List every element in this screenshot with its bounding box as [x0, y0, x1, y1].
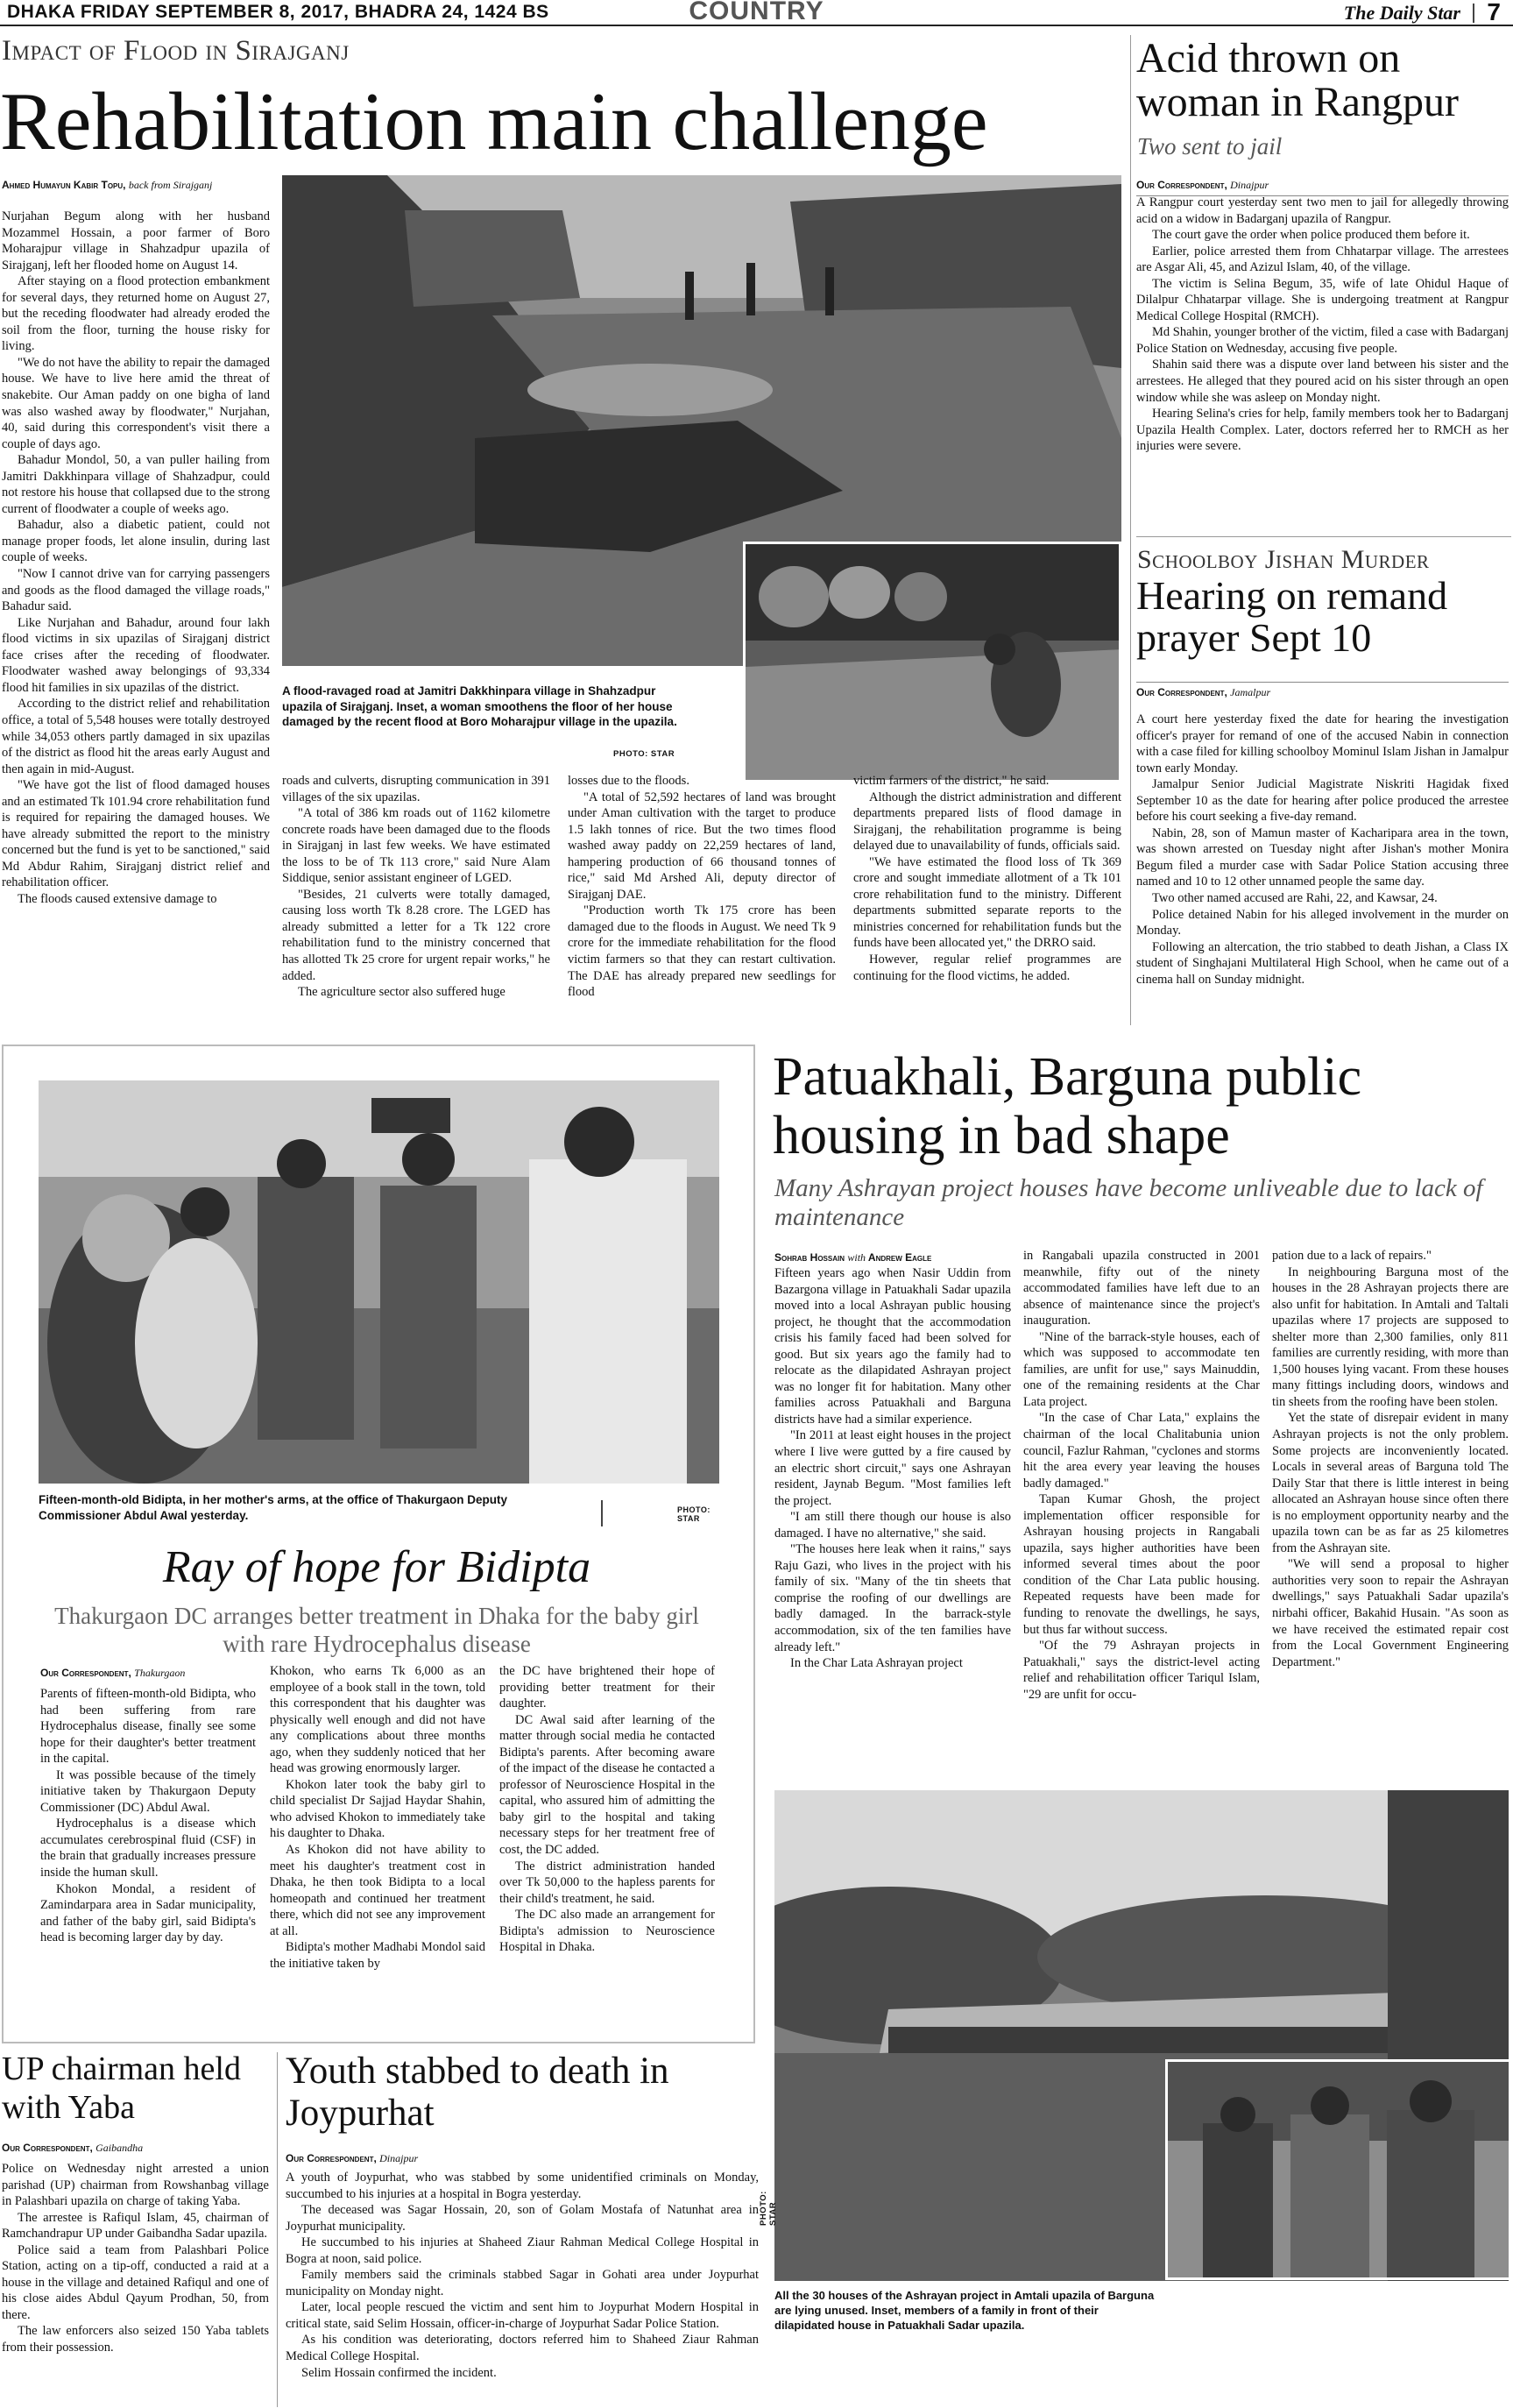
youth-body	[286, 2170, 759, 2381]
up-body	[2, 2161, 269, 2356]
paragraph: "Now I cannot drive van for carrying passengers and goods as the flood damaged the village roads," Bahadur said.	[2, 567, 270, 614]
paragraph: "A total of 386 km roads out of 1162 kilometre concrete roads have been damaged due to the floods in Sirajganj in last few weeks. We have estimated the loss to be of Tk 113 crore," said Nure Alam Siddique, senior assistant engineer of LGED.	[282, 806, 550, 886]
caption-divider	[601, 1500, 603, 1526]
paragraph: Jamalpur Senior Judicial Magistrate Niskriti Hagidak fixed September 10 as the date for hearing after police produced the arrestee before his court seeking a five-day remand.	[1136, 777, 1509, 825]
up-headline: UP chairman held with Yaba	[2, 2050, 241, 2126]
acid-subhead: Two sent to jail	[1137, 133, 1283, 159]
paragraph: The arrestee is Rafiqul Islam, 45, chairman of Ramchandrapur UP under Gaibandha Sadar upazila.	[2, 2210, 269, 2242]
paragraph: Like Nurjahan and Bahadur, around four lakh flood victims in six upazilas of Sirajganj district face crises after the receding of floodwater. Floodwater washed away belongings of 93,334 flood hit families in six upazilas of the district.	[2, 615, 270, 695]
section-title: COUNTRY	[689, 0, 824, 25]
column-rule	[1130, 35, 1131, 1025]
paragraph: A court here yesterday fixed the date for hearing the investigation officer's prayer for remand of one of the accused Nabin in connection with a case filed for killing schoolboy Mominul Islam Jishan in Jamalpur town early Monday.	[1136, 712, 1509, 776]
paragraph: The DC also made an arrangement for Bidipta's admission to Neuroscience Hospital in Dhaka.	[499, 1908, 715, 1955]
paragraph: Selim Hossain confirmed the incident.	[301, 2365, 497, 2380]
flood-photo-caption: A flood-ravaged road at Jamitri Dakkhinpara village in Shahzadpur upazila of Sirajganj. Inset, a woman smoothens the floor of her house damaged by the recent flood at Boro Moharajpur village in the upazila.	[282, 684, 677, 729]
bidipta-photo	[39, 1080, 719, 1484]
paragraph: roads and culverts, disrupting communication in 391 villages of the six upazilas.	[282, 774, 550, 804]
page-number: 7	[1487, 0, 1501, 25]
paragraph: "In the case of Char Lata," explains the chairman of the local Chalitabunia union council, Fazlur Rahman, "cyclones and storms hit the area every year leaving the houses badly damaged."	[1023, 1411, 1260, 1491]
jishan-headline: Hearing on remand prayer Sept 10	[1136, 573, 1448, 661]
paragraph: "We do not have the ability to repair the damaged house. We have to live here amid the threat of snakebite. Our Aman paddy on one bigha of land was also washed away by floodwater," Nurjahan, 40, said during this correspondent's visit there a couple of days ago.	[2, 355, 270, 451]
paragraph: Khokon later took the baby girl to child specialist Dr Sajjad Haydar Shahin, who advised Khokon to immediately take his daughter to Dhaka.	[270, 1777, 485, 1841]
jishan-body	[1136, 712, 1509, 988]
paragraph: Fifteen years ago when Nasir Uddin from Bazargona village in Patuakhali Sadar upazila moved into a local Ashrayan public housing project, he thought that the accommodation crisis his family faced had been solved for good. But six years ago the family had to relocate as the dilapidated Ashrayan project was no longer fit for habitation. Many other families across Patuakhali and Barguna districts have had a similar experience.	[774, 1266, 1011, 1427]
bidipta-col-3	[499, 1663, 715, 1956]
housing-subhead: Many Ashrayan project houses have become unliveable due to lack of maintenance	[774, 1174, 1483, 1232]
paragraph: The deceased was Sagar Hossain, 20, son of Golam Mostafa of Natunhat area in Joypurhat municipality.	[286, 2203, 759, 2234]
paragraph: "Nine of the barrack-style houses, each of which was supposed to accommodate ten families, are unfit for use," says Mainuddin, one of the remaining residents at the Char Lata project.	[1023, 1329, 1260, 1409]
paragraph: "Of the 79 Ashrayan projects in Patuakhali," says the district-level acting relief and rehabilitation officer Tariqul Islam, "29 are unfit for occu-	[1023, 1639, 1260, 1702]
paragraph: The victim is Selina Begum, 35, wife of late Ohidul Haque of Dilalpur Chhatarpar village. She is undergoing treatment at Rangpur Medical College Hospital (RMCH).	[1136, 276, 1509, 323]
paragraph: Earlier, police arrested them from Chhatarpar village. The arrestees are Asgar Ali, 45, and Azizul Islam, 40, of the village.	[1136, 244, 1509, 275]
bidipta-col-2	[270, 1663, 485, 1972]
paragraph: the DC have brightened their hope of providing better treatment for their daughter.	[499, 1664, 715, 1711]
paragraph: Khokon Mondal, a resident of Zamindarpara area in Sadar municipality, and father of the baby girl, said Bidipta's head is becoming larger day by day.	[40, 1881, 256, 1945]
bidipta-col-1	[40, 1686, 256, 1946]
acid-body	[1136, 195, 1509, 455]
paragraph: Police on Wednesday night arrested a union parishad (UP) chairman from Rowshanbag village in Palashbari upazila on charge of taking Yaba.	[2, 2162, 269, 2209]
paragraph: Yet the state of disrepair evident in many Ashrayan projects is not the only problem. Some projects are inconveniently located. Locals in several areas of Barguna told The Daily Star that there is little interest in being allocated an Ashrayan house since often there is no employment opportunity nearby and the upazila town can be as far as 25 kilometres from the Ashrayan site.	[1272, 1411, 1509, 1555]
paragraph: In neighbouring Barguna most of the houses in the 28 Ashrayan projects there are also unfit for habitation. In Amtali and Taltali upazilas where 17 projects are supposed to shelter more than 2,300 families, only 811 families are currently residing, with more than 1,500 houses lying vacant. From these houses many fittings including doors, windows and tin sheets from the roofing have been stolen.	[1272, 1264, 1509, 1409]
paragraph: DC Awal said after learning of the matter through social media he contacted Bidipta's parents. After becoming aware of the impact of the disease he contacted a professor of Neuroscience Hospital in the capital, who assured him of admitting the baby girl to the hospital and taking necessary steps for her treatment free of cost, the DC added.	[499, 1712, 715, 1858]
youth-byline: Our Correspondent, Dinajpur	[286, 2152, 419, 2164]
paragraph: The district administration handed over Tk 50,000 to the hapless parents for their child's treatment, he said.	[499, 1859, 715, 1906]
paragraph: Md Shahin, younger brother of the victim, filed a case with Badarganj Police Station on Wednesday, accusing five people.	[1136, 325, 1509, 356]
paragraph: Bahadur, also a diabetic patient, could not manage proper foods, let alone insulin, during last couple of weeks.	[2, 518, 270, 565]
housing-photo-caption: All the 30 houses of the Ashrayan project in Amtali upazila of Barguna are lying unused. Inset, members of a family in front of their dilapidated house in Patuakhali Sadar upazila.	[774, 2289, 1155, 2332]
bidipta-photo-credit: PHOTO: STAR	[677, 1505, 711, 1523]
paragraph: A Rangpur court yesterday sent two men to jail for allegedly throwing acid on a widow in Badarganj upazila of Rangpur.	[1136, 195, 1509, 226]
jishan-kicker: Schoolboy Jishan Murder	[1137, 545, 1430, 574]
up-byline: Our Correspondent, Gaibandha	[2, 2142, 144, 2154]
bidipta-caption: Fifteen-month-old Bidipta, in her mother's arms, at the office of Thakurgaon Deputy Commissioner Abdul Awal yesterday.	[39, 1493, 507, 1522]
paragraph: The agriculture sector also suffered huge	[298, 985, 506, 1000]
paragraph: A youth of Joypurhat, who was stabbed by some unidentified criminals on Monday, succumbed to his injuries at a hospital in Bogra yesterday.	[286, 2171, 759, 2201]
paragraph: "I am still there though our house is also damaged. I have no alternative," she said.	[774, 1510, 1011, 1540]
paragraph: However, regular relief programmes are continuing for the flood victims, he added.	[853, 953, 1121, 983]
flood-col-1	[2, 209, 270, 908]
paragraph: Khokon, who earns Tk 6,000 as an employee of a book stall in the town, told this correspondent that his daughter was physically well enough and did not have any complications about three months ago, when they suddenly noticed that her head was growing enormously larger.	[270, 1664, 485, 1776]
paragraph: "The houses here leak when it rains," says Raju Gazi, who lives in the project with his family of six. "Many of the tin sheets that comprise the roofing of our dwellings are badly damaged. In the barrack-style accommodation, six of the ten families have already left."	[774, 1542, 1011, 1654]
paragraph: Nurjahan Begum along with her husband Mozammel Hossain, a poor farmer of Boro Moharajpur village in Shahzadpur upazila of Sirajganj, left her flooded home on August 14.	[2, 209, 270, 273]
housing-col-3	[1272, 1248, 1509, 1670]
paragraph: In the Char Lata Ashrayan project	[790, 1656, 963, 1671]
up-youth-rule	[277, 2052, 278, 2407]
paragraph: Parents of fifteen-month-old Bidipta, who had been suffering from rare Hydrocephalus disease, finally see some hope for their daughter's better treatment in the capital.	[40, 1687, 256, 1767]
flood-col-4	[853, 773, 1121, 984]
paragraph: in Rangabali upazila constructed in 2001 meanwhile, fifty out of the ninety accommodated families have left due to an absence of maintenance since the project's inauguration.	[1023, 1249, 1260, 1328]
paragraph: Family members said the criminals stabbed Sagar in Gohati area under Joypurhat municipality on Monday night.	[286, 2268, 759, 2298]
paragraph: Later, local people rescued the victim and sent him to Joypurhat Modern Hospital in critical state, said Selim Hossain, officer-in-charge of Joypurhat Sadar Police Station.	[286, 2300, 759, 2331]
paragraph: Police said a team from Palashbari Police Station, acting on a tip-off, conducted a raid at a house in the village and detained Rafiqul and one of his close aides Abdul Qayum Prodhan, 50, from there.	[2, 2242, 269, 2322]
paragraph: Tapan Kumar Ghosh, the project implementation officer responsible for Ashrayan housing projects in Rangabali upazila, says higher authorities have been informed several times about the poor condition of the Char Lata public housing. Repeated requests have been made for funding to renovate the dwellings, he says, but thus far without success.	[1023, 1492, 1260, 1637]
paragraph: Hydrocephalus is a disease which accumulates cerebrospinal fluid (CSF) in the brain that gradually increases pressure inside the human skull.	[40, 1817, 256, 1880]
paragraph: "Besides, 21 culverts were totally damaged, causing loss worth Tk 8.28 crore. The LGED has already submitted a letter for a Tk 122 crore rehabilitation fund to the ministry concerned that has allotted Tk 25 crore for urgent repair works," he added.	[282, 887, 550, 983]
paragraph: "We have got the list of flood damaged houses and an estimated Tk 101.94 crore rehabilitation fund is required for repairing the damaged houses. We have already submitted the report to the ministry concerned but the fund is yet to be sanctioned," said Md Abdur Rahim, Sirajganj district relief and rehabilitation officer.	[2, 778, 270, 890]
paragraph: Police detained Nabin for his alleged involvement in the murder on Monday.	[1136, 907, 1509, 938]
acid-end-rule	[1136, 536, 1511, 537]
paragraph: The floods caused extensive damage to	[18, 891, 217, 906]
housing-byline: Sohrab Hossain with Andrew Eagle	[774, 1251, 932, 1264]
paragraph: Nabin, 28, son of Mamun master of Kacharipara area in the town, was shown arrested on Tuesday night after Jishan's mother Monira Begum filed a murder case with Sadar Police Station accusing three named and 10 to 12 other unnamed people the same day.	[1136, 825, 1509, 889]
flood-inset-photo	[743, 542, 1121, 783]
masthead-logo: The Daily Star	[1343, 2, 1460, 24]
flood-photo-credit: PHOTO: STAR	[613, 749, 675, 759]
paragraph: Hearing Selina's cries for help, family members took her to Badarganj Upazila Health Complex. Later, doctors referred her to RMCH as her injuries were severe.	[1136, 407, 1509, 454]
bidipta-byline: Our Correspondent, Thakurgaon	[40, 1667, 186, 1679]
flood-byline: Ahmed Humayun Kabir Topu, back from Sirajganj	[2, 179, 213, 191]
paragraph: As his condition was deteriorating, doctors referred him to Shaheed Ziaur Rahman Medical College Hospital.	[286, 2333, 759, 2364]
flood-kicker: Impact of Flood in Sirajganj	[2, 35, 350, 67]
paragraph: Although the district administration and different departments prepared lists of flood damage in Sirajganj, the rehabilitation programme is being delayed due to unavailability of funds, officials said.	[853, 790, 1121, 853]
paragraph: "A total of 52,592 hectares of land was brought under Aman cultivation with the target to produce 1.5 lakh tonnes of rice. But the two times flood washed away paddy on 22,259 hectares of land, hampering production of 66 thousand tonnes of rice," said Md Arshed Ali, deputy director of Sirajganj DAE.	[568, 790, 836, 902]
paragraph: losses due to the floods.	[568, 774, 689, 788]
paragraph: After staying on a flood protection embankment for several days, they returned home on August 27, but the receding floodwater had already eroded the soil from the floor, turning the house risky for living.	[2, 274, 270, 354]
page-header	[0, 0, 1513, 26]
housing-col-2	[1023, 1248, 1260, 1703]
paragraph: "We will send a proposal to higher authorities very soon to repair the Ashrayan dwellings," says Patuakhali Sadar upazila's nirbahi officer, Bakahid Husain. "As soon as we have received the estimated repair cost from the Local Government Engineering Department."	[1272, 1557, 1509, 1669]
paragraph: "We have estimated the flood loss of Tk 369 crore and sought immediate allotment of a Tk 101 crore rehabilitation fund to the ministry. Different departments submitted separate reports to the ministries concerned for rehabilitation funds but the funds have been allocated yet," the DRRO said.	[853, 854, 1121, 951]
paragraph: He succumbed to his injuries at Shaheed Ziaur Rahman Medical College Hospital in Bogra at noon, said police.	[286, 2235, 759, 2266]
paragraph: "Production worth Tk 175 crore has been damaged due to the floods in August. We need Tk 9 crore for the immediate rehabilitation for the flood victim farmers so that they can restart cultivation. The DAE has already prepared new seedlings for flood	[568, 903, 836, 1000]
edition-date: DHAKA FRIDAY SEPTEMBER 8, 2017, BHADRA 24, 1424 BS	[7, 2, 549, 22]
paragraph: The law enforcers also seized 150 Yaba tablets from their possession.	[2, 2324, 269, 2355]
paragraph: Shahin said there was a dispute over land between his sister and the arrestees. He alleged that they poured acid on his sister through an open window while she was asleep on Monday night.	[1136, 358, 1509, 405]
housing-col-1	[774, 1265, 1011, 1672]
jishan-byline: Our Correspondent, Jamalpur	[1136, 682, 1509, 699]
paragraph: It was possible because of the timely initiative taken by Thakurgaon Deputy Commissioner (DC) Abdul Awal.	[40, 1767, 256, 1815]
paragraph: The court gave the order when police produced them before it.	[1152, 228, 1470, 243]
paragraph: pation due to a lack of repairs."	[1272, 1249, 1432, 1263]
housing-inset-photo	[1165, 2059, 1511, 2280]
paragraph: According to the district relief and rehabilitation office, a total of 5,548 houses were totally destroyed while 34,053 others partly damaged in six upazilas of the district as flood hit the areas early August and then again in mid-August.	[2, 697, 270, 776]
youth-headline: Youth stabbed to death in Joypurhat	[286, 2050, 669, 2135]
paragraph: Following an altercation, the trio stabbed to death Jishan, a Class IX student of Singhajani Multilateral High School, when he came out of a cinema hall on Sunday midnight.	[1136, 939, 1509, 987]
paragraph: "In 2011 at least eight houses in the project where I live were gutted by a fire caused by an electric short circuit," says one Ashrayan resident, Jaynab Begum. "Most families left the project.	[774, 1428, 1011, 1508]
paragraph: Bidipta's mother Madhabi Mondol said the initiative taken by	[270, 1940, 485, 1971]
paragraph: victim farmers of the district," he said.	[853, 774, 1050, 788]
housing-headline: Patuakhali, Barguna public housing in bad shape	[773, 1047, 1362, 1165]
flood-col-3	[568, 773, 836, 1001]
acid-byline: Our Correspondent, Dinajpur	[1136, 175, 1509, 196]
bidipta-headline: Ray of hope for Bidipta	[162, 1542, 591, 1592]
acid-headline: Acid thrown on woman in Rangpur	[1136, 35, 1459, 126]
paragraph: As Khokon did not have ability to meet his daughter's treatment cost in Dhaka, he then took Bidipta to a local homeopath and continued her treatment there, which did not see any improvement at all.	[270, 1843, 485, 1938]
paragraph: Two other named accused are Rahi, 22, and Kawsar, 24.	[1152, 891, 1438, 906]
header-divider	[1473, 4, 1474, 23]
flood-headline: Rehabilitation main challenge	[0, 76, 988, 167]
bidipta-subhead: Thakurgaon DC arranges better treatment in Dhaka for the baby girl with rare Hydrocephalus disease	[54, 1603, 699, 1658]
flood-col-2	[282, 773, 550, 1001]
housing-photo-credit: PHOTO: STAR	[759, 2191, 778, 2226]
paragraph: Bahadur Mondol, 50, a van puller hailing from Jamitri Dakkhinpara village of Shahzadpur, could not restore his house that collapsed due to the strong current of floodwater a couple of weeks ago.	[2, 453, 270, 516]
